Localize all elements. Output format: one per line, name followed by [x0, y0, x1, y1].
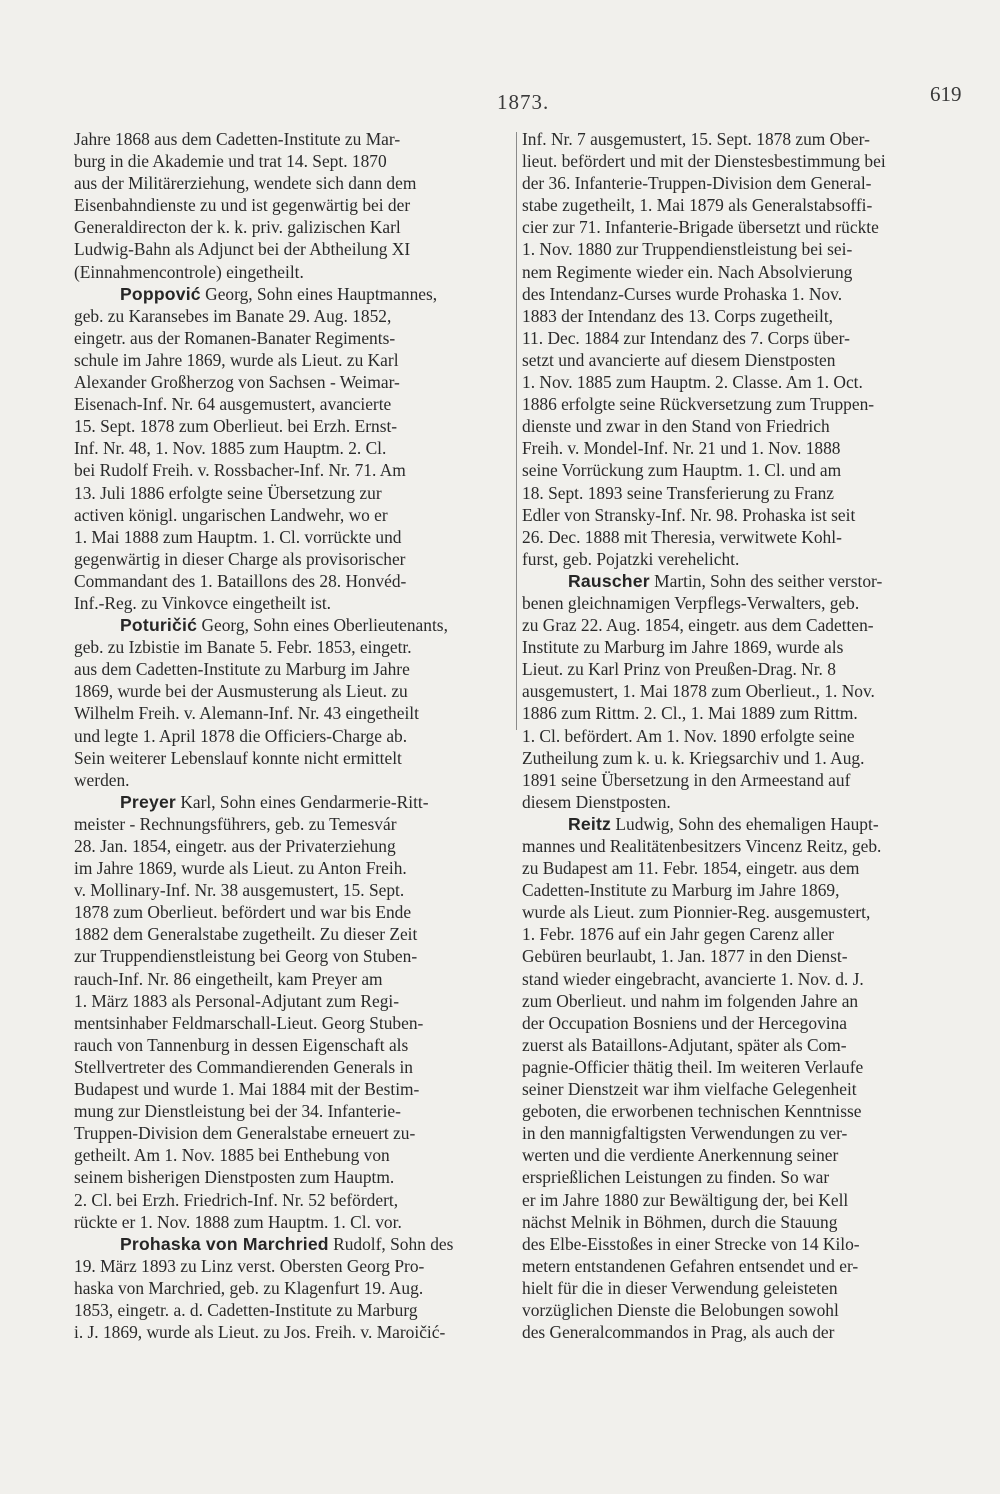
text-line: seiner Dienstzeit war ihm vielfache Gelegenheit: [522, 1079, 857, 1100]
text-line: meister - Rechnungsführers, geb. zu Temesvár: [74, 813, 397, 834]
text-line: Ludwig-Bahn als Adjunct bei der Abtheilung XI: [74, 239, 411, 260]
text-line: aus dem Cadetten-Institute zu Marburg im Jahre: [74, 659, 410, 680]
text-line: aus der Militärerziehung, wendete sich dann dem: [74, 173, 417, 194]
text-line: Cadetten-Institute zu Marburg im Jahre 1869,: [522, 880, 840, 901]
text-line: cier zur 71. Infanterie-Brigade übersetzt und rückte: [522, 217, 879, 238]
text-line: Sein weiterer Lebenslauf konnte nicht ermittelt: [74, 747, 402, 768]
text-line: seine Vorrückung zum Hauptm. 1. Cl. und am: [522, 460, 842, 481]
text-line: rauch-Inf. Nr. 86 eingetheilt, kam Preyer am: [74, 968, 383, 989]
text-line: Edler von Stransky-Inf. Nr. 98. Prohaska ist seit: [522, 504, 856, 525]
text-line: 19. März 1893 zu Linz verst. Obersten Georg Pro-: [74, 1255, 425, 1276]
text-line: Inf. Nr. 48, 1. Nov. 1885 zum Hauptm. 2. Cl.: [74, 438, 387, 459]
text-line: des Elbe-Eisstoßes in einer Strecke von 14 Kilo-: [522, 1233, 860, 1254]
entry-surname: Prohaska von Marchried: [120, 1233, 329, 1254]
text-line: 1886 zum Rittm. 2. Cl., 1. Mai 1889 zum Rittm.: [522, 703, 858, 724]
entry-first-line: Rudolf, Sohn des: [328, 1233, 454, 1254]
text-line: dienste und zwar in den Stand von Friedrich: [522, 416, 830, 437]
text-line: 15. Sept. 1878 zum Oberlieut. bei Erzh. Ernst-: [74, 416, 398, 437]
entry-first-line: Martin, Sohn des seither verstor-: [649, 570, 883, 591]
text-line: geb. zu Izbistie im Banate 5. Febr. 1853, eingetr.: [74, 637, 412, 658]
text-line: [74, 614, 514, 636]
text-line: 1. Febr. 1876 auf ein Jahr gegen Carenz aller: [522, 924, 834, 945]
text-line: 11. Dec. 1884 zur Intendanz des 7. Corps über-: [522, 327, 850, 348]
page-number: 619: [930, 82, 962, 106]
text-line: er im Jahre 1880 zur Bewältigung der, bei Kell: [522, 1189, 849, 1210]
entry-surname: Poturičić: [120, 615, 198, 636]
text-line: burg in die Akademie und trat 14. Sept. 1870: [74, 151, 387, 172]
text-line: 13. Juli 1886 erfolgte seine Übersetzung zur: [74, 482, 382, 503]
text-line: werden.: [74, 769, 130, 790]
text-line: Jahre 1868 aus dem Cadetten-Institute zu Mar-: [74, 129, 401, 149]
text-line: haska von Marchried, geb. zu Klagenfurt 19. Aug.: [74, 1277, 424, 1298]
text-line: Wilhelm Freih. v. Alemann-Inf. Nr. 43 eingetheilt: [74, 703, 419, 724]
text-line: ersprießlichen Leistungen zu finden. So war: [522, 1167, 830, 1188]
text-line: und legte 1. April 1878 die Officiers-Charge ab.: [74, 725, 408, 746]
biography-entry: [74, 614, 514, 791]
text-line: 28. Jan. 1854, eingetr. aus der Privaterziehung: [74, 836, 396, 856]
text-line: mentsinhaber Feldmarschall-Lieut. Georg Stuben-: [74, 1012, 424, 1033]
text-line: nächst Melnik in Böhmen, durch die Stauung: [522, 1211, 838, 1232]
text-line: Inf. Nr. 7 ausgemustert, 15. Sept. 1878 zum Ober-: [522, 129, 870, 149]
entry-surname: Rauscher: [568, 570, 650, 591]
text-line: setzt und avancierte auf diesem Dienstposten: [522, 349, 836, 370]
text-line: ausgemustert, 1. Mai 1878 zum Oberlieut., 1. Nov.: [522, 681, 875, 702]
text-line: lieut. befördert und mit der Dienstesbestimmung bei: [522, 151, 886, 172]
text-line: 26. Dec. 1888 mit Theresia, verwitwete Kohl-: [522, 526, 842, 547]
text-line: Lieut. zu Karl Prinz von Preußen-Drag. Nr. 8: [522, 659, 836, 680]
text-line: metern entstandenen Gefahren entsendet und er-: [522, 1255, 859, 1276]
text-line: Institute zu Marburg im Jahre 1869, wurde als: [522, 637, 844, 658]
text-line: benen gleichnamigen Verpflegs-Verwalters, geb.: [522, 592, 860, 613]
text-line: der 36. Infanterie-Truppen-Division dem General-: [522, 173, 872, 194]
text-line: stand wieder eingebracht, avancierte 1. Nov. d. J.: [522, 968, 864, 989]
text-line: 1. Cl. befördert. Am 1. Nov. 1890 erfolgte seine: [522, 725, 855, 746]
text-line: [522, 570, 964, 592]
text-line: Eisenach-Inf. Nr. 64 ausgemustert, avancierte: [74, 394, 392, 415]
text-line: wurde als Lieut. zum Pionnier-Reg. ausgemustert,: [522, 902, 871, 923]
text-line: zur Truppendienstleistung bei Georg von Stuben-: [74, 946, 418, 967]
text-line: im Jahre 1869, wurde als Lieut. zu Anton Freih.: [74, 858, 407, 879]
text-line: 1. Nov. 1880 zur Truppendienstleistung bei sei-: [522, 239, 853, 260]
left-column: [74, 128, 514, 1343]
text-line: bei Rudolf Freih. v. Rossbacher-Inf. Nr. 71. Am: [74, 460, 406, 481]
text-line: 2. Cl. bei Erzh. Friedrich-Inf. Nr. 52 befördert,: [74, 1189, 399, 1210]
biography-entry: [74, 791, 514, 1233]
text-line: 1878 zum Oberlieut. befördert und war bis Ende: [74, 902, 412, 923]
text-line: des Intendanz-Curses wurde Prohaska 1. Nov.: [522, 283, 843, 304]
running-head-year: 1873.: [497, 90, 550, 114]
text-line: i. J. 1869, wurde als Lieut. zu Jos. Freih. v. Maroičić-: [74, 1322, 446, 1343]
column-rule: [516, 132, 517, 730]
text-line: schule im Jahre 1869, wurde als Lieut. zu Karl: [74, 349, 399, 370]
text-line: 1. März 1883 als Personal-Adjutant zum Regi-: [74, 990, 400, 1011]
entry-first-line: Georg, Sohn eines Oberlieutenants,: [197, 615, 448, 636]
text-line: Alexander Großherzog von Sachsen - Weimar-: [74, 372, 400, 393]
text-line: Stellvertreter des Commandierenden Generals in: [74, 1056, 413, 1077]
text-line: nem Regimente wieder ein. Nach Absolvierung: [522, 261, 853, 282]
text-line: 1882 dem Generalstabe zugetheilt. Zu dieser Zeit: [74, 924, 418, 945]
text-line: Inf.-Reg. zu Vinkovce eingetheilt ist.: [74, 592, 332, 613]
text-line: rückte er 1. Nov. 1888 zum Hauptm. 1. Cl. vor.: [74, 1211, 402, 1232]
text-line: geb. zu Karansebes im Banate 29. Aug. 1852,: [74, 305, 392, 326]
text-line: Budapest und wurde 1. Mai 1884 mit der Bestim-: [74, 1079, 420, 1100]
text-line: 1891 seine Übersetzung in den Armeestand auf: [522, 769, 851, 790]
text-line: [74, 791, 514, 813]
text-line: Gebüren beurlaubt, 1. Jan. 1877 in den Dienst-: [522, 946, 848, 967]
text-line: 1886 erfolgte seine Rückversetzung zum Truppen-: [522, 394, 875, 415]
text-line: des Generalcommandos in Prag, als auch der: [522, 1322, 835, 1343]
text-line: rauch von Tannenburg in dessen Eigenschaft als: [74, 1034, 409, 1055]
biography-entry: [74, 283, 514, 614]
continued-paragraph: [74, 128, 514, 283]
biography-entry: [74, 1233, 514, 1343]
text-line: Zutheilung zum k. u. k. Kriegsarchiv und 1. Aug.: [522, 747, 865, 768]
text-line: geboten, die erworbenen technischen Kenntnisse: [522, 1101, 862, 1122]
text-line: 1883 der Intendanz des 13. Corps zugetheilt,: [522, 305, 834, 326]
text-line: mannes und Realitätenbesitzers Vincenz Reitz, geb.: [522, 836, 882, 856]
entry-surname: Reitz: [568, 813, 612, 834]
text-line: in den mannigfaltigsten Verwendungen zu ver-: [522, 1123, 848, 1144]
text-line: eingetr. aus der Romanen-Banater Regiments-: [74, 327, 396, 348]
text-line: furst, geb. Pojatzki verehelicht.: [522, 548, 740, 569]
text-line: werten und die verdiente Anerkennung seiner: [522, 1145, 839, 1166]
text-line: 1. Mai 1888 zum Hauptm. 1. Cl. vorrückte und: [74, 526, 402, 547]
text-line: Truppen-Division dem Generalstabe erneuert zu-: [74, 1123, 416, 1144]
text-line: zuerst als Bataillons-Adjutant, später als Com-: [522, 1034, 847, 1055]
text-line: [522, 813, 964, 835]
text-line: stabe zugetheilt, 1. Mai 1879 als Generalstabsoffi-: [522, 195, 873, 216]
text-line: Commandant des 1. Bataillons des 28. Honvéd-: [74, 570, 407, 591]
text-line: mung zur Dienstleistung bei der 34. Infanterie-: [74, 1101, 401, 1122]
text-line: zum Oberlieut. und nahm im folgenden Jahre an: [522, 990, 859, 1011]
text-line: diesem Dienstposten.: [522, 791, 671, 812]
text-line: [74, 1233, 514, 1255]
text-line: activen königl. ungarischen Landwehr, wo er: [74, 504, 388, 525]
text-line: v. Mollinary-Inf. Nr. 38 ausgemustert, 15. Sept.: [74, 880, 405, 901]
right-column: [522, 128, 964, 1343]
entry-first-line: Karl, Sohn eines Gendarmerie-Ritt-: [175, 791, 429, 812]
running-head: [0, 82, 1000, 120]
text-line: 1853, eingetr. a. d. Cadetten-Institute zu Marburg: [74, 1299, 418, 1320]
biography-entry: [522, 570, 964, 813]
text-line: (Einnahmencontrole) eingetheilt.: [74, 261, 304, 282]
text-line: pagnie-Officier thätig theil. Im weiteren Verlaufe: [522, 1056, 864, 1077]
text-line: zu Graz 22. Aug. 1854, eingetr. aus dem Cadetten-: [522, 615, 874, 636]
text-line: seinem bisherigen Dienstposten zum Hauptm.: [74, 1167, 395, 1188]
biography-entry: [522, 813, 964, 1343]
entry-first-line: Ludwig, Sohn des ehemaligen Haupt-: [611, 813, 879, 834]
text-line: hielt für die in dieser Verwendung geleisteten: [522, 1277, 838, 1298]
text-line: vorzüglichen Dienste die Belobungen sowohl: [522, 1299, 839, 1320]
entry-first-line: Georg, Sohn eines Hauptmannes,: [200, 283, 438, 304]
text-line: Eisenbahndienste zu und ist gegenwärtig bei der: [74, 195, 411, 216]
entry-surname: Poppović: [120, 283, 201, 304]
entry-surname: Preyer: [120, 791, 176, 812]
text-line: 18. Sept. 1893 seine Transferierung zu Franz: [522, 482, 835, 503]
continued-paragraph: [522, 128, 964, 570]
text-line: der Occupation Bosniens und der Hercegovina: [522, 1012, 848, 1033]
text-line: 1869, wurde bei der Ausmusterung als Lieut. zu: [74, 681, 408, 702]
text-line: gegenwärtig in dieser Charge als provisorischer: [74, 548, 406, 569]
text-line: Freih. v. Mondel-Inf. Nr. 21 und 1. Nov. 1888: [522, 438, 841, 459]
text-line: 1. Nov. 1885 zum Hauptm. 2. Classe. Am 1. Oct.: [522, 372, 863, 393]
text-line: zu Budapest am 11. Febr. 1854, eingetr. aus dem: [522, 858, 860, 879]
text-line: [74, 283, 514, 305]
text-line: getheilt. Am 1. Nov. 1885 bei Enthebung von: [74, 1145, 390, 1166]
text-line: Generaldirecton der k. k. priv. galizischen Karl: [74, 217, 401, 238]
